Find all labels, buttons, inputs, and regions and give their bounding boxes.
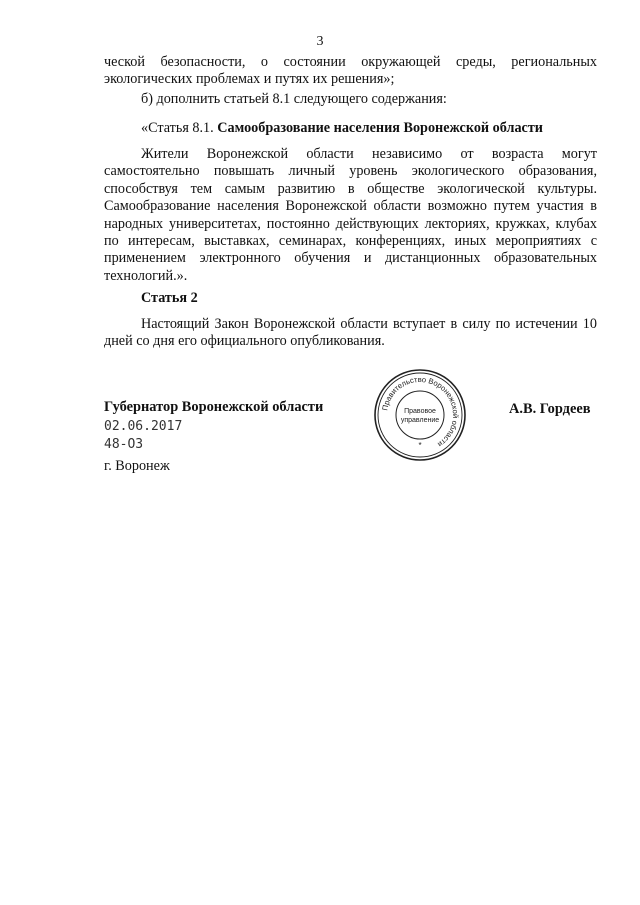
article-8-1-heading	[141, 120, 543, 137]
article-8-1-prefix: «Статья 8.1.	[141, 120, 218, 136]
paragraph-ecology-continuation: ческой безопасности, о состоянии окружающей среды, региональных экологических проблемах и путях их решения»;	[104, 54, 597, 88]
stamp-ring-text: Правительство Воронежской области	[380, 374, 461, 449]
article-8-1-title: Самообразование населения Воронежской области	[217, 120, 543, 136]
governor-title: Губернатор Воронежской области	[104, 399, 324, 415]
article-2-heading: Статья 2	[141, 290, 198, 306]
paragraph-amendment-b: б) дополнить статьей 8.1 следующего содержания:	[141, 91, 447, 107]
stamp-center-line2: управление	[400, 417, 440, 424]
stamp-star: *	[418, 441, 422, 450]
city: г. Воронеж	[104, 458, 170, 474]
paragraph-entry-into-force: Настоящий Закон Воронежской области вступает в силу по истечении 10 дней со дня его официального опубликования.	[104, 316, 597, 350]
law-number: 48-ОЗ	[104, 437, 144, 452]
paragraph-self-education: Жители Воронежской области независимо от возраста могут самостоятельно повышать личный уровень экологического образования, способствуя тем самым развитию в обществе экологической культуры. Самообразование населения Воронежской области возможно путем участия в народных университетах, постоянно действующих лекториях, кружках, клубах по интересам, выставках, семинарах, конференциях, иных мероприятиях с применением электронного обучения и дистанционных образовательных технологий.».	[104, 146, 597, 284]
official-stamp	[373, 368, 467, 462]
stamp-center-line1: Правовое	[404, 408, 436, 415]
law-date: 02.06.2017	[104, 419, 183, 434]
signatory-name: А.В. Гордеев	[509, 401, 591, 417]
page-number: 3	[316, 34, 324, 49]
